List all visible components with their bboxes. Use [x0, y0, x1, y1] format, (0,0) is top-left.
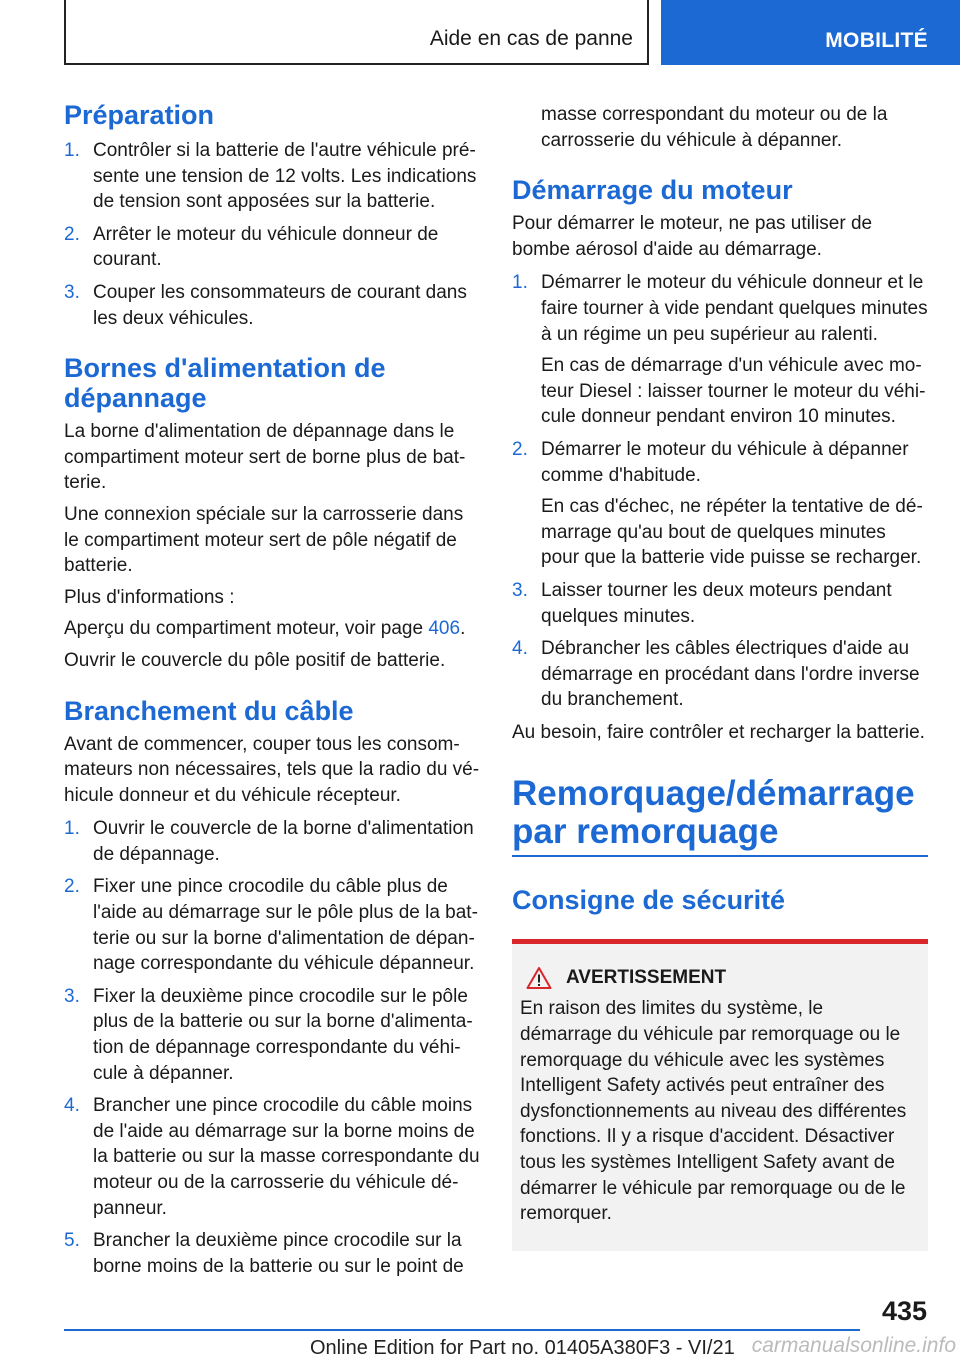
continued-step-text: masse correspondant du moteur ou de la carrosserie du véhicule à dépanner.: [541, 104, 888, 151]
right-column: [512, 102, 928, 1251]
step-text: Laisser tourner les deux moteurs pendant quelques minutes.: [541, 579, 892, 627]
list-item: [512, 636, 928, 713]
step-number: 5.: [64, 1230, 80, 1252]
step-number: 2.: [512, 438, 528, 460]
left-column: [64, 100, 480, 1286]
footer-divider: [64, 1329, 860, 1331]
page-link-406[interactable]: 406: [428, 618, 461, 640]
step-text: Démarrer le moteur du véhicule donneur et le faire tourner à vide pendant quelques minutes à un régime un peu supérieur au ralenti.: [541, 272, 928, 345]
paragraph-page-ref: [64, 616, 480, 642]
step-number: 2.: [64, 876, 80, 898]
step-note: En cas d'échec, ne répéter la tentative de démarrage qu'au bout de quelques minutes pour que la batterie vide puisse se recharger.: [541, 496, 923, 569]
edition-text: Online Edition for Part no. 01405A380F3 - VI/21: [310, 1337, 735, 1359]
step-number: 3.: [64, 985, 80, 1007]
section-title: Aide en cas de panne: [429, 27, 633, 50]
step-text: Démarrer le moteur du véhicule à dépanner comme d'habitude.: [541, 438, 909, 486]
step-number: 1.: [64, 818, 80, 840]
step-number: 3.: [64, 281, 80, 303]
paragraph: La borne d'alimentation de dépannage dans le compartiment moteur sert de borne plus de batterie.: [64, 421, 466, 494]
list-item: [64, 138, 480, 215]
warning-box: [512, 939, 928, 1250]
chapter-heading-remorquage: Remorquage/démarrage par remorquage: [512, 775, 928, 857]
step-number: 4.: [512, 638, 528, 660]
heading-demarrage: Démarrage du moteur: [512, 175, 793, 206]
warning-triangle-icon: [526, 966, 552, 990]
list-item: [64, 1093, 480, 1221]
cable-steps: [64, 816, 480, 1279]
list-item: [64, 816, 480, 867]
list-item: [64, 222, 480, 273]
step-number: 1.: [512, 272, 528, 294]
step-text: Fixer une pince crocodile du câble plus de l'aide au démarrage sur le pôle plus de la batterie ou sur la borne d'alimentation de dépannage correspondante du véhicule dépanneur.: [93, 876, 478, 975]
chapter-title: MOBILITÉ: [825, 29, 928, 52]
paragraph: Au besoin, faire contrôler et recharger la batterie.: [512, 721, 925, 743]
warning-title: AVERTISSEMENT: [566, 967, 727, 989]
preparation-steps: [64, 138, 480, 331]
step-text: Contrôler si la batterie de l'autre véhicule présente une tension de 12 volts. Les indications de tension sont apposées sur la batterie.: [93, 140, 477, 213]
start-steps: [512, 270, 928, 713]
paragraph: Pour démarrer le moteur, ne pas utiliser de bombe aérosol d'aide au démarrage.: [512, 213, 873, 260]
step-number: 2.: [64, 223, 80, 245]
step-text: Arrêter le moteur du véhicule donneur de courant.: [93, 223, 439, 271]
list-item: [512, 578, 928, 629]
paragraph: Une connexion spéciale sur la carrosserie dans le compartiment moteur sert de pôle négatif de batterie.: [64, 503, 464, 577]
list-item: [64, 984, 480, 1086]
step-text: Fixer la deuxième pince crocodile sur le pôle plus de la batterie ou sur la borne d'alimentation de dépannage correspondante du véhicule à dépanner.: [93, 985, 473, 1084]
step-number: 3.: [512, 579, 528, 601]
chapter-tab: [661, 0, 960, 65]
list-item: [64, 1228, 480, 1279]
ref-text: Aperçu du compartiment moteur, voir page: [64, 618, 429, 640]
list-item: [64, 280, 480, 331]
step-text: Couper les consommateurs de courant dans les deux véhicules.: [93, 281, 467, 329]
heading-branchement: Branchement du câble: [64, 695, 354, 726]
ref-punct: .: [460, 618, 466, 640]
list-item: [512, 437, 928, 571]
step-number: 4.: [64, 1095, 80, 1117]
running-header-section: [64, 0, 649, 65]
step-text: Ouvrir le couvercle de la borne d'alimentation de dépannage.: [93, 818, 474, 865]
step-text: Débrancher les câbles électriques d'aide au démarrage en procédant dans l'ordre inverse du branchement.: [541, 638, 920, 711]
list-item: [512, 270, 928, 430]
paragraph: Plus d'informations :: [64, 586, 235, 608]
heading-bornes: Bornes d'alimentation de dépannage: [64, 353, 386, 414]
paragraph: Avant de commencer, couper tous les consommateurs non nécessaires, tels que la radio du véhicule donneur et du véhicule récepteur.: [64, 733, 480, 806]
step-number: 1.: [64, 140, 80, 161]
watermark: carmanualsonline.info: [751, 1334, 956, 1357]
step-text: Brancher la deuxième pince crocodile sur la borne moins de la batterie ou sur le point de: [93, 1230, 464, 1277]
paragraph: Ouvrir le couvercle du pôle positif de batterie.: [64, 649, 446, 671]
step-text: Brancher une pince crocodile du câble moins de l'aide au démarrage sur la borne moins de la batterie ou sur la masse correspondante du moteur ou de la carrosserie du véhicule dépanneur.: [93, 1095, 480, 1219]
page-number: 435: [881, 1296, 927, 1326]
warning-text: En raison des limites du système, le démarrage du véhicule par remorquage ou le remorquage du véhicule avec les systèmes Intelligent Safety activés peut entraîner des dysfonctionnements au niveau des différentes fonctions. Il y a risque d'accident. Désactiver tous les systèmes Intelligent Safety avant de démarrer le véhicule par remorquage ou de le remorquer.: [520, 998, 907, 1225]
heading-consigne: Consigne de sécurité: [512, 885, 786, 916]
heading-preparation: Préparation: [64, 100, 215, 130]
warning-header: [520, 966, 920, 990]
step-note: En cas de démarrage d'un véhicule avec moteur Diesel : laisser tourner le moteur du véhicule donneur pendant environ 10 minutes.: [541, 355, 926, 428]
list-item: [64, 874, 480, 976]
